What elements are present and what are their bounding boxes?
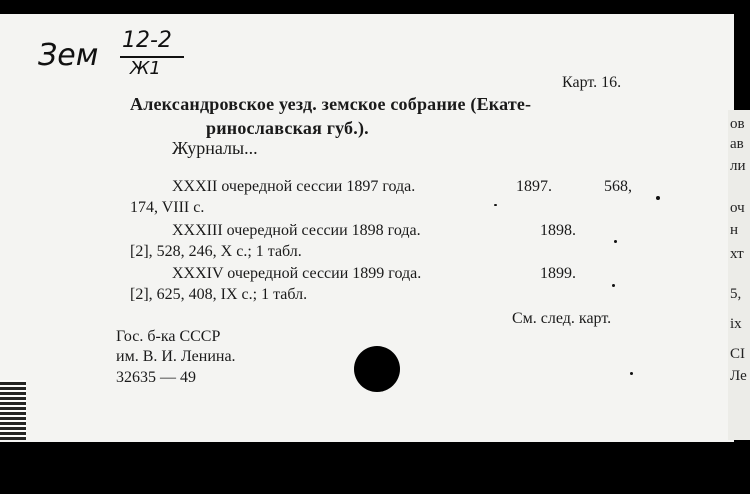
card-heading-line2: ринославская губ.). <box>206 118 369 138</box>
entry-1-details: 174, VIII с. <box>130 199 205 216</box>
adjacent-card-fragment: ли <box>730 158 746 174</box>
adjacent-card-fragment: оч <box>730 200 745 216</box>
handwritten-denominator: Ж1 <box>130 58 161 79</box>
adjacent-card-fragment: 5, <box>730 286 742 302</box>
entry-2-text: XXXIII очередной сессии 1898 года. <box>172 222 421 239</box>
entry-1-pages: 568, <box>604 178 632 195</box>
entry-3-text: XXXIV очередной сессии 1899 года. <box>172 265 422 282</box>
adjacent-card-fragment: Ле <box>730 368 747 384</box>
entry-3-details: [2], 625, 408, IX с.; 1 табл. <box>130 286 308 303</box>
scan-speck <box>614 240 617 243</box>
adjacent-card-fragment: ав <box>730 136 744 152</box>
entry-2-year: 1898. <box>540 222 576 239</box>
scan-speck <box>494 204 497 206</box>
library-catalog-code: 32635 — 49 <box>116 369 196 386</box>
card-number: Карт. 16. <box>562 74 622 91</box>
handwritten-prefix: Зем <box>38 38 99 73</box>
adjacent-card-strip <box>728 110 750 440</box>
see-next-card-note: См. след. карт. <box>512 310 612 327</box>
scan-speck <box>656 196 660 200</box>
entry-3-year: 1899. <box>540 265 576 282</box>
library-name-line2: им. В. И. Ленина. <box>116 348 236 365</box>
adjacent-card-fragment: ix <box>730 316 742 332</box>
adjacent-card-fragment: ов <box>730 116 745 132</box>
adjacent-card-fragment: хт <box>730 246 744 262</box>
card-subtitle: Журналы... <box>172 138 258 158</box>
scan-speck <box>630 372 633 375</box>
adjacent-card-fragment: СІ <box>730 346 745 362</box>
entry-2-details: [2], 528, 246, X с.; 1 табл. <box>130 243 302 260</box>
scan-speck <box>612 284 615 287</box>
handwritten-numerator: 12-2 <box>122 28 172 53</box>
adjacent-card-fragment: н <box>730 222 739 238</box>
punched-hole <box>354 346 400 392</box>
entry-1-text: XXXII очередной сессии 1897 года. <box>172 178 416 195</box>
entry-1-year: 1897. <box>516 178 552 195</box>
scan-edge-noise <box>0 380 26 440</box>
card-heading-line1: Александровское уезд. земское собрание (Екате- <box>130 94 532 114</box>
library-name: Гос. б-ка СССР <box>116 328 221 345</box>
